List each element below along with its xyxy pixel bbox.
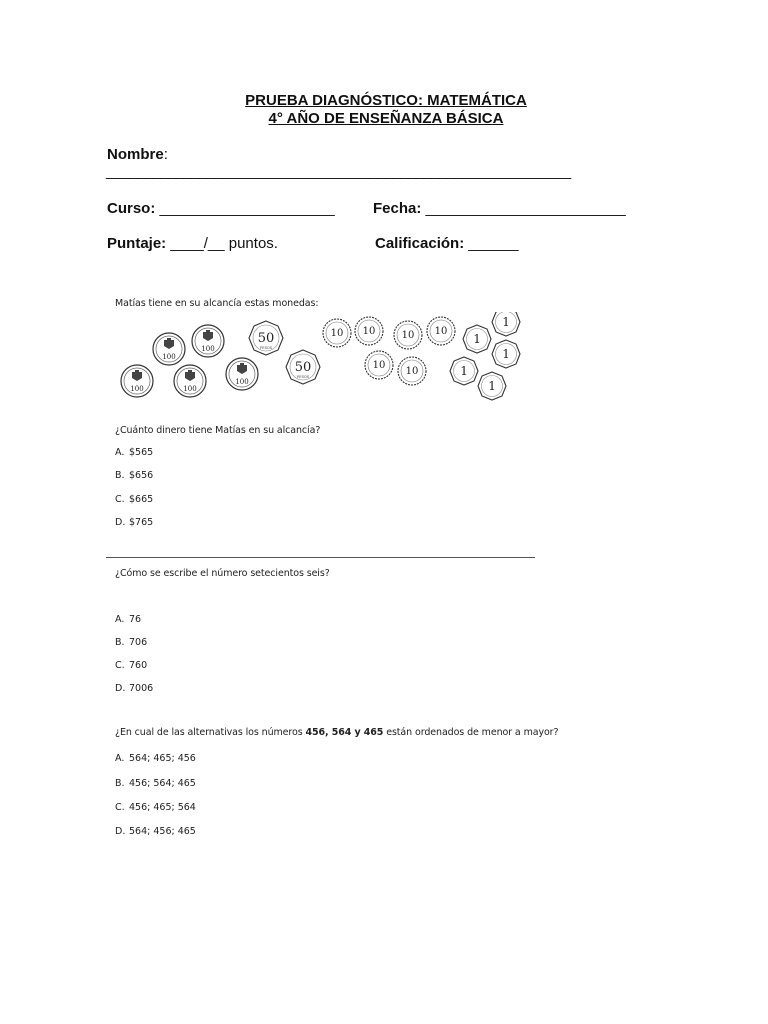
q1-intro: Matías tiene en su alcancía estas monedas: [115,298,319,309]
q1-option-a[interactable] [115,447,153,458]
option-letter: C. [115,802,125,813]
option-text: $656 [129,470,154,481]
option-text: $665 [129,494,154,505]
coin-1-label: 1 [502,347,510,361]
coin-100-2 [192,325,224,357]
coin-1-5 [478,372,506,400]
option-letter: A. [115,753,125,764]
option-letter: D. [115,683,126,694]
title-line-1: PRUEBA DIAGNÓSTICO: MATEMÁTICA [245,92,527,109]
curso-line[interactable]: _____________________ [159,200,335,217]
coin-100-label: 100 [235,378,249,386]
fecha-field [373,200,626,217]
q3-question-pre: ¿En cual de las alternativas los números [115,727,306,738]
q1-option-d[interactable] [115,517,153,528]
option-letter: D. [115,517,126,528]
option-text: $765 [129,517,154,528]
q1-option-c[interactable] [115,494,153,505]
q3-option-d[interactable] [115,826,196,837]
coin-pesos-label: PESOS [296,375,310,379]
q3-question-post: están ordenados de menor a mayor? [383,727,559,738]
q3-option-b[interactable] [115,778,196,789]
coin-1-3 [492,340,520,368]
coin-100-1 [153,333,185,365]
coin-10-6 [398,357,426,385]
coin-100-4 [174,365,206,397]
calificacion-label: Calificación: [375,235,465,252]
q2-option-d[interactable] [115,683,153,694]
title-line-2: 4° AÑO DE ENSEÑANZA BÁSICA [268,110,504,127]
coin-pesos-label: PESOS [259,346,273,350]
option-text: 7006 [129,683,154,694]
coin-100-label: 100 [201,345,215,353]
coin-10-label: 10 [401,330,415,341]
coin-1-label: 1 [488,379,496,393]
option-letter: C. [115,660,125,671]
coin-1-2 [463,325,491,353]
coin-10-label: 10 [434,326,448,337]
option-text: 456; 564; 465 [129,778,196,789]
q3-question [115,727,558,738]
coin-10-5 [365,351,393,379]
nombre-colon: : [163,146,168,163]
coin-10-4 [427,317,455,345]
coin-100-label: 100 [130,385,144,393]
coin-50-label: 50 [294,360,312,375]
coin-100-5 [226,358,258,390]
coin-1-4 [450,357,478,385]
q3-option-c[interactable] [115,802,196,813]
option-text: 706 [129,637,148,648]
option-text: 564; 465; 456 [129,753,196,764]
option-text: 76 [129,614,142,625]
calificacion-field [375,235,518,252]
fecha-line[interactable]: ________________________ [425,200,626,217]
q1-question: ¿Cuánto dinero tiene Matías en su alcancía? [115,425,321,436]
coin-100-label: 100 [162,353,176,361]
curso-field [107,200,335,217]
option-text: $565 [129,447,154,458]
option-letter: B. [115,637,125,648]
option-letter: D. [115,826,126,837]
coin-10-1 [323,319,351,347]
puntaje-value[interactable]: ____/__ puntos. [170,235,278,252]
curso-label: Curso: [107,200,156,217]
coin-50-1 [249,321,283,355]
coin-100-label: 100 [183,385,197,393]
coins-illustration [112,312,532,408]
option-text: 564; 456; 465 [129,826,196,837]
option-letter: A. [115,447,125,458]
coin-10-label: 10 [362,326,376,337]
option-letter: B. [115,778,125,789]
option-letter: A. [115,614,125,625]
q3-option-a[interactable] [115,753,196,764]
section-divider [106,557,535,558]
coin-10-label: 10 [372,360,386,371]
q2-option-c[interactable] [115,660,147,671]
option-text: 456; 465; 564 [129,802,196,813]
coin-1-label: 1 [460,364,468,378]
coin-10-label: 10 [330,328,344,339]
coin-100-3 [121,365,153,397]
nombre-label: Nombre [107,146,164,163]
coin-10-label: 10 [405,366,419,377]
q2-option-a[interactable] [115,614,141,625]
option-letter: C. [115,494,125,505]
nombre-line[interactable]: ____________________________________________________________ [106,163,571,180]
puntaje-field [107,235,278,252]
coin-1-label: 1 [502,315,510,329]
fecha-label: Fecha: [373,200,422,217]
option-text: 760 [129,660,148,671]
calificacion-line[interactable]: ______ [468,235,519,252]
q2-question: ¿Cómo se escribe el número setecientos seis? [115,568,330,579]
nombre-field [107,146,168,163]
coin-1-label: 1 [473,332,481,346]
puntaje-label: Puntaje: [107,235,167,252]
q2-option-b[interactable] [115,637,147,648]
coin-10-2 [355,317,383,345]
coin-50-label: 50 [257,331,275,346]
coin-1-1 [492,312,520,336]
q1-option-b[interactable] [115,470,153,481]
coin-10-3 [394,321,422,349]
coin-50-2 [286,350,320,384]
option-letter: B. [115,470,125,481]
q3-question-numbers: 456, 564 y 465 [305,727,384,738]
